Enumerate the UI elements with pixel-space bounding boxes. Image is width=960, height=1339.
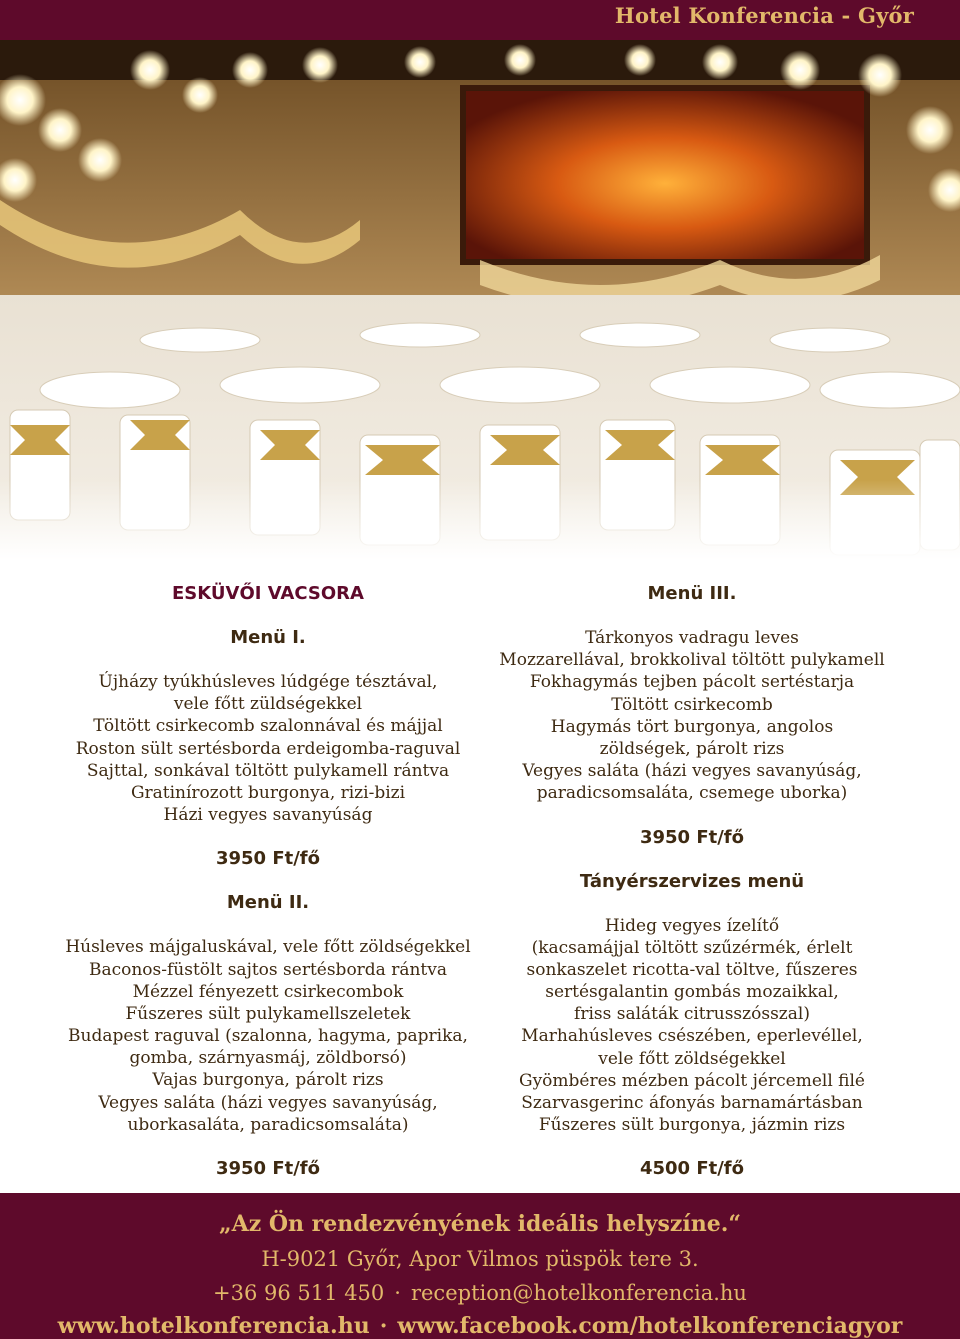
menu-item: (kacsamájjal töltött szűzérmék, érlelt: [531, 937, 853, 958]
menu-item: Vegyes saláta (házi vegyes savanyúság,: [522, 761, 862, 782]
menu-item: Töltött csirkecomb: [611, 694, 773, 715]
menu-item: Gratinírozott burgonya, rizi-bizi: [130, 782, 406, 803]
separator: ·: [394, 1281, 401, 1305]
address: H-9021 Győr, Apor Vilmos püspök tere 3.: [261, 1247, 699, 1271]
menu-item: Húsleves májgaluskával, vele főtt zöldségekkel: [65, 937, 471, 958]
menu-item: Hagymás tört burgonya, angolos: [550, 716, 834, 737]
menu-item: Fokhagymás tejben pácolt sertéstarja: [529, 672, 855, 693]
menu-item: paradicsomsaláta, csemege uborka): [536, 783, 848, 804]
menu-item: vele főtt zöldségekkel: [598, 1048, 786, 1069]
menu-item: friss saláták citrusszósszal): [574, 1004, 810, 1025]
menu-2-price: 3950 Ft/fő: [215, 1158, 321, 1179]
hotel-name: Hotel Konferencia - Győr: [614, 3, 914, 28]
web-line: [0, 1313, 960, 1339]
menu-item: zöldségek, párolt rizs: [599, 738, 785, 759]
menu-3-items: [472, 627, 912, 805]
plated-menu-items: [472, 915, 912, 1137]
menu-item: vele főtt züldségekkel: [173, 694, 363, 715]
menu-item: Házi vegyes savanyúság: [163, 805, 373, 826]
menu-item: Budapest raguval (szalonna, hagyma, paprika,: [68, 1026, 468, 1047]
menu-item: Roston sült sertésborda erdeigomba-raguval: [75, 738, 461, 759]
menu-3-price: 3950 Ft/fő: [639, 826, 745, 848]
menu-item: Tárkonyos vadragu leves: [585, 628, 799, 648]
website-link[interactable]: www.hotelkonferencia.hu: [57, 1313, 370, 1339]
email-link[interactable]: reception@hotelkonferencia.hu: [410, 1281, 747, 1305]
menu-item: gomba, szárnyasmáj, zöldborsó): [129, 1048, 407, 1069]
menu-item: Vajas burgonya, párolt rizs: [152, 1070, 384, 1091]
menu-item: Újházy tyúkhúsleves lúdgége tésztával,: [98, 672, 438, 692]
menu-item: Szarvasgerinc áfonyás barnamártásban: [521, 1093, 863, 1113]
facebook-link[interactable]: www.facebook.com/hotelkonferenciagyor: [397, 1313, 903, 1339]
right-menu-column: [472, 583, 912, 1180]
menu-item: Fűszeres sült burgonya, jázmin rizs: [538, 1115, 846, 1136]
menu-item: uborkasaláta, paradicsomsaláta): [127, 1114, 409, 1135]
menu-item: Hideg vegyes ízelítő: [604, 915, 780, 936]
footer: [0, 1193, 960, 1339]
menu-3-title: Menü III.: [647, 583, 737, 604]
separator: ·: [379, 1313, 388, 1339]
menu-item: Mozzarellával, brokkolival töltött pulykamell: [499, 650, 885, 671]
menu-item: Gyömbéres mézben pácolt jércemell filé: [518, 1070, 865, 1091]
menu-1-price: 3950 Ft/fő: [215, 848, 321, 870]
menu-item: Sajttal, sonkával töltött pulykamell rántva: [86, 760, 450, 781]
slogan: „Az Ön rendezvényének ideális helyszíne.“: [218, 1211, 742, 1237]
menu-1-items: [48, 671, 488, 826]
header-bar: [0, 0, 960, 40]
phone-link[interactable]: +36 96 511 450: [213, 1281, 385, 1305]
menu-1-title: Menü I.: [230, 627, 306, 648]
menu-2-items: [48, 936, 488, 1136]
menu-item: sonkaszelet ricotta-val töltve, fűszeres: [526, 959, 858, 980]
menu-item: sertésgalantin gombás mozaikkal,: [545, 982, 839, 1003]
menu-item: Mézzel fényezett csirkecombok: [132, 981, 404, 1002]
plated-menu-price: 4500 Ft/fő: [639, 1158, 745, 1180]
menu-item: Töltött csirkecomb szalonnával és májjal: [93, 716, 443, 737]
contact-line: [0, 1281, 960, 1305]
menu-item: Vegyes saláta (házi vegyes savanyúság,: [98, 1092, 438, 1113]
menu-item: Fűszeres sült pulykamellszeletek: [125, 1003, 411, 1024]
plated-menu-title: Tányérszervizes menü: [579, 870, 805, 892]
section-heading: ESKÜVŐI VACSORA: [172, 583, 364, 604]
left-menu-column: [48, 583, 488, 1180]
banquet-hall-photo: [0, 40, 960, 560]
menu-2-title: Menü II.: [226, 892, 310, 914]
menu-item: Baconos-füstölt sajtos sertésborda rántva: [88, 959, 448, 980]
menu-item: Marhahúsleves csészében, eperlevéllel,: [521, 1026, 863, 1047]
